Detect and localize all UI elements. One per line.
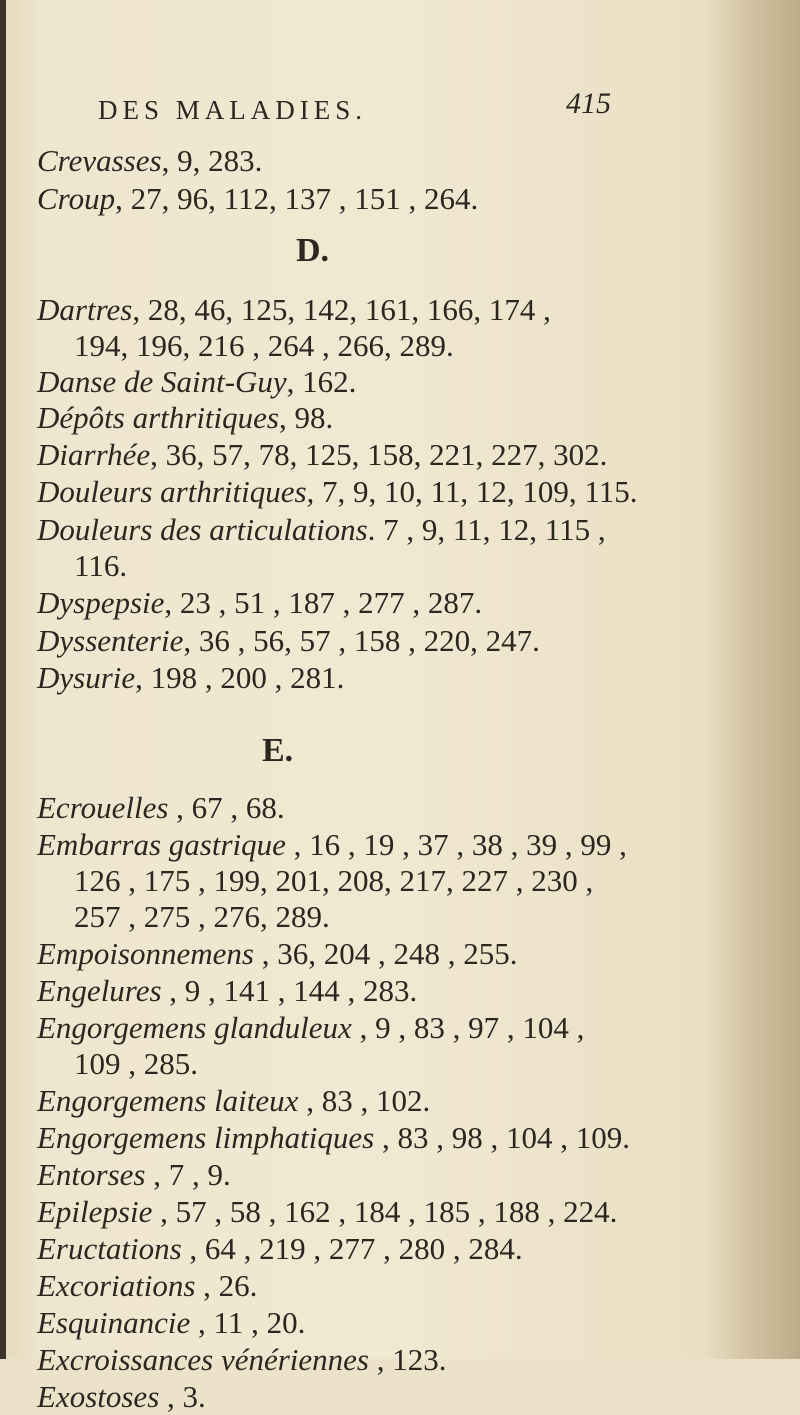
entry-page-refs: , 26.	[195, 1268, 258, 1303]
entry-continuation: 257 , 275 , 276, 289.	[74, 899, 330, 934]
entry-page-refs: , 9 , 141 , 144 , 283.	[161, 973, 418, 1008]
index-entry	[37, 936, 717, 972]
entry-continuation: 109 , 285.	[74, 1046, 198, 1081]
entry-term: Exostoses	[37, 1379, 160, 1414]
index-entry	[37, 973, 717, 1009]
entry-term: Engelures	[37, 973, 162, 1008]
index-entry	[37, 1083, 717, 1119]
entry-term: Douleurs des articulations	[37, 512, 368, 547]
entry-term: Dartres	[37, 292, 133, 327]
page-number: 415	[566, 87, 611, 120]
index-entry	[37, 1157, 717, 1193]
index-entry	[37, 1010, 717, 1082]
index-entry	[37, 512, 717, 584]
entry-term: Epilepsie	[37, 1194, 153, 1229]
entry-page-refs: , 36, 57, 78, 125, 158, 221, 227, 302.	[150, 437, 608, 472]
entry-page-refs: , 98.	[278, 400, 334, 435]
entry-term: Esquinancie	[37, 1305, 191, 1340]
index-entry	[37, 1120, 717, 1156]
entry-page-refs: , 28, 46, 125, 142, 161, 166, 174 ,	[132, 292, 551, 327]
index-entry	[37, 437, 717, 473]
entry-page-refs: 7, 9, 10, 11, 12, 109, 115.	[314, 474, 638, 509]
entry-page-refs: , 36, 204 , 248 , 255.	[253, 936, 518, 971]
index-entry	[37, 1231, 717, 1267]
index-entry	[37, 1342, 717, 1378]
entry-term: Croup	[37, 181, 116, 216]
entry-page-refs: , 36 , 56, 57 , 158 , 220, 247.	[183, 623, 540, 658]
index-entry	[37, 623, 717, 659]
entry-page-refs: , 83 , 98 , 104 , 109.	[374, 1120, 630, 1155]
index-entry	[37, 660, 717, 696]
index-entry	[37, 474, 717, 510]
entry-page-refs: , 3.	[159, 1379, 206, 1414]
index-entry	[37, 364, 717, 400]
entry-continuation: 194, 196, 216 , 264 , 266, 289.	[74, 328, 454, 363]
running-title: DES MALADIES.	[98, 95, 368, 125]
entry-continuation: 116.	[74, 548, 128, 583]
entry-term: Dépôts arthritiques	[37, 400, 279, 435]
entry-page-refs: , 64 , 219 , 277 , 280 , 284.	[181, 1231, 523, 1266]
index-entry	[37, 143, 717, 179]
entry-term: Ecrouelles	[37, 790, 169, 825]
entry-term: Dyspepsie	[37, 585, 165, 620]
index-entry	[37, 1194, 717, 1230]
entry-term: Entorses	[37, 1157, 146, 1192]
index-entry	[37, 1305, 717, 1341]
entry-term: Engorgemens limphatiques	[37, 1120, 375, 1155]
entry-page-refs: , 123.	[368, 1342, 447, 1377]
index-entry	[37, 292, 717, 364]
section-letter-d: D.	[296, 232, 330, 269]
index-entry	[37, 790, 717, 826]
index-entry	[37, 827, 717, 935]
entry-term: Excoriations	[37, 1268, 196, 1303]
entry-page-refs: , 162.	[286, 364, 357, 399]
entry-page-refs: , 23 , 51 , 187 , 277 , 287.	[164, 585, 483, 620]
entry-term: Dyssenterie	[37, 623, 184, 658]
index-entry	[37, 585, 717, 621]
entry-page-refs: , 9 , 83 , 97 , 104 ,	[351, 1010, 585, 1045]
entry-term: Douleurs arthritiques,	[37, 474, 315, 509]
entry-term: Eructations	[37, 1231, 182, 1266]
entry-term: Diarrhée	[37, 437, 151, 472]
entry-page-refs: , 9, 283.	[161, 143, 263, 178]
entry-page-refs: . 7 , 9, 11, 12, 115 ,	[367, 512, 606, 547]
page-right-edge	[705, 0, 800, 1359]
entry-term: Engorgemens laiteux	[37, 1083, 299, 1118]
entry-term: Danse de Saint-Guy	[37, 364, 287, 399]
entry-term: Empoisonnemens	[37, 936, 254, 971]
entry-term: Excroissances vénériennes	[37, 1342, 369, 1377]
index-entry	[37, 1268, 717, 1304]
entry-term: Embarras gastrique	[37, 827, 286, 862]
section-letter-e: E.	[262, 732, 294, 769]
entry-term: Engorgemens glanduleux	[37, 1010, 352, 1045]
entry-page-refs: , 57 , 58 , 162 , 184 , 185 , 188 , 224.	[152, 1194, 618, 1229]
entry-page-refs: , 27, 96, 112, 137 , 151 , 264.	[115, 181, 479, 216]
entry-term: Crevasses	[37, 143, 162, 178]
entry-continuation: 126 , 175 , 199, 201, 208, 217, 227 , 230 ,	[74, 863, 594, 898]
entry-page-refs: , 11 , 20.	[190, 1305, 306, 1340]
entry-page-refs: , 198 , 200 , 281.	[135, 660, 345, 695]
index-entry	[37, 400, 717, 436]
page-header	[0, 87, 800, 135]
page-left-edge	[0, 0, 6, 1359]
entry-page-refs: , 83 , 102.	[298, 1083, 431, 1118]
index-entry	[37, 1379, 717, 1415]
entry-page-refs: , 16 , 19 , 37 , 38 , 39 , 99 ,	[285, 827, 627, 862]
index-entry	[37, 181, 717, 217]
entry-page-refs: , 67 , 68.	[168, 790, 285, 825]
entry-page-refs: , 7 , 9.	[145, 1157, 231, 1192]
entry-term: Dysurie	[37, 660, 136, 695]
